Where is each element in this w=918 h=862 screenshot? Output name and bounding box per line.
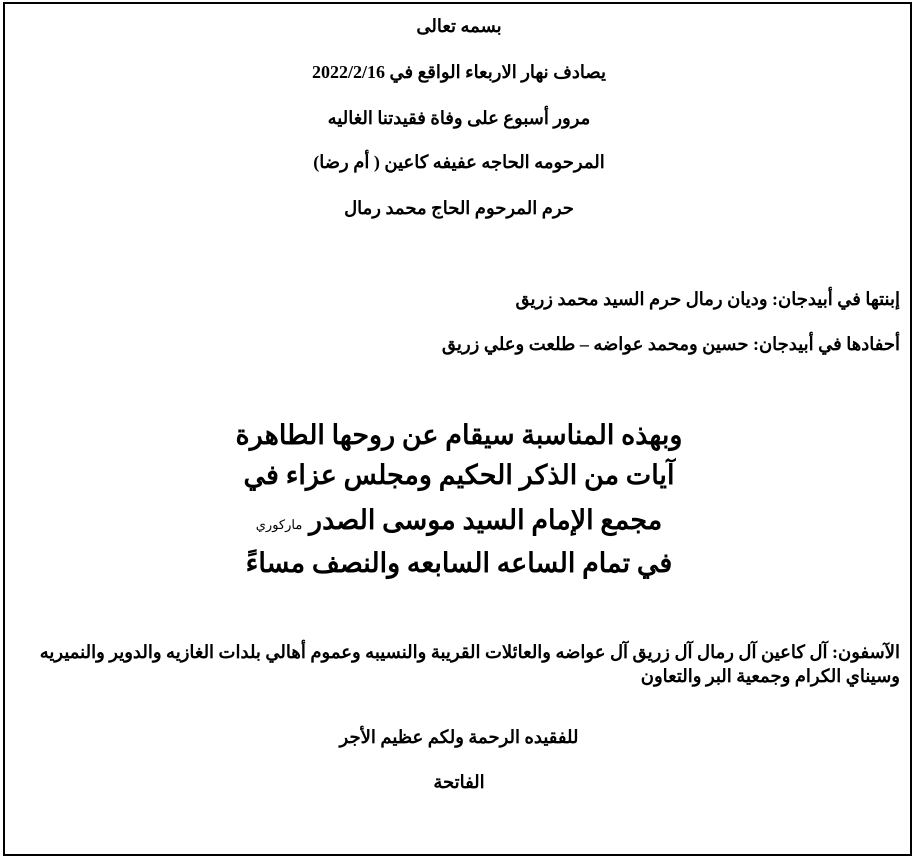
announcement-line-4: في تمام الساعه السابعه والنصف مساءً — [245, 548, 673, 578]
date-line: يصادف نهار الاربعاء الواقع في 2022/2/16 — [312, 62, 606, 82]
fatiha: الفاتحة — [433, 772, 485, 792]
basmala: بسمه تعالى — [416, 16, 502, 36]
venue-name: مجمع الإمام السيد موسى الصدر — [309, 505, 663, 535]
occasion-line: مرور أسبوع على وفاة فقيدتنا الغاليه — [327, 108, 591, 128]
announcement-line-2: آيات من الذكر الحكيم ومجلس عزاء في — [243, 460, 675, 490]
deceased-name: المرحومه الحاجه عفيفه كاعين ( أم رضا) — [313, 152, 605, 172]
announcement-line-3 — [20, 505, 898, 536]
daughter-line: إبنتها في أبيدجان: وديان رمال حرم السيد محمد زريق — [515, 289, 900, 309]
venue-area: ماركوري — [255, 517, 303, 532]
grandchildren-line: أحفادها في أبيدجان: حسين ومحمد عواضه – طلعت وعلي زريق — [441, 334, 900, 354]
announcement-line-1: وبهذه المناسبة سيقام عن روحها الطاهرة — [235, 420, 683, 450]
mourners-paragraph: الآسفون: آل كاعين آل رمال آل زريق آل عواضه والعائلات القريبة والنسيبه وعموم أهالي بلدات الغازيه والدوير والنميريه وسيناي الكرام وجمعية البر والتعاون — [39, 642, 900, 686]
closing-prayer: للفقيده الرحمة ولكم عظيم الأجر — [339, 727, 579, 747]
spouse-line: حرم المرحوم الحاج محمد رمال — [344, 198, 574, 218]
